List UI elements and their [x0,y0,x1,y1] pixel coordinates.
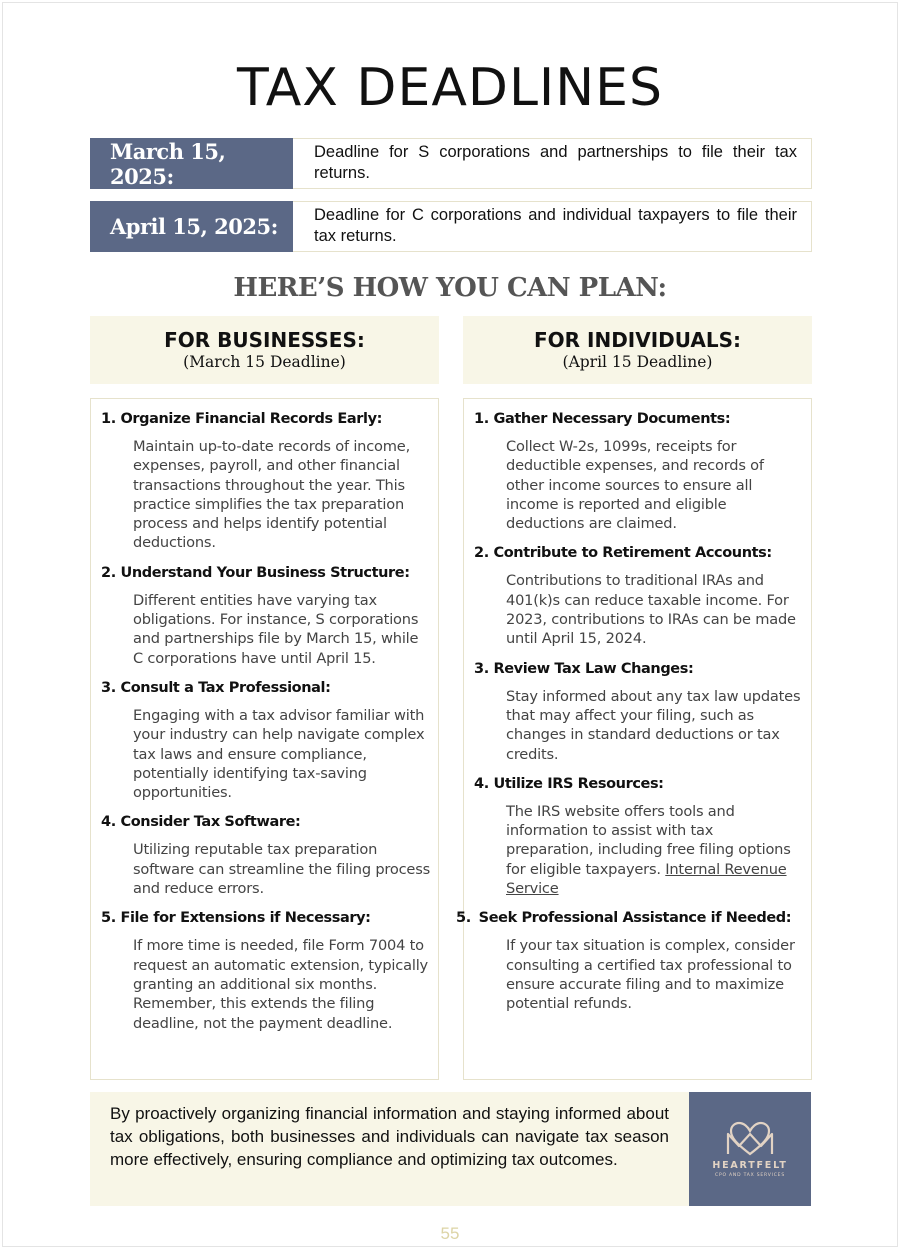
irs-link[interactable]: Internal Revenue Service [506,860,787,898]
businesses-title: FOR BUSINESSES: [164,328,365,352]
step-title: File for Extensions if Necessary: [120,910,371,927]
step-body: Contributions to traditional IRAs and 401(k)s can reduce taxable income. For 2023, contributions to IRAs can be made until April 15, 2024. [506,572,796,648]
deadline-row-april [90,201,812,252]
step-number: 4. [101,814,116,831]
step-title: Consider Tax Software: [120,814,301,831]
deadline-date: March 15, 2025: [90,138,293,189]
businesses-subtitle: (March 15 Deadline) [183,353,346,371]
businesses-header [90,316,439,384]
businesses-steps [90,398,439,1080]
heart-monogram-icon [725,1120,775,1158]
business-step [101,813,430,898]
business-step [101,410,430,553]
step-number: 3. [474,660,489,677]
business-step [101,909,430,1032]
step-body: If your tax situation is complex, consider consulting a certified tax professional to ensure accurate filing and to maximize potential refunds. [506,937,795,1013]
page-number: 55 [440,1224,460,1243]
step-title: Utilize IRS Resources: [493,775,664,792]
individual-step: 5. Seek Professional Assistance if Needed: If your tax situation is complex, consider consulting a certified tax professional to ensure accurate filing and to maximize potential refunds. [474,909,803,1013]
step-number: 2. [474,545,489,562]
logo-name: HEARTFELT [712,1160,788,1171]
step-body: Engaging with a tax advisor familiar with your industry can help navigate complex tax laws and ensure compliance, potentially identifying tax-saving opportunities. [133,706,425,802]
step-body: Maintain up-to-date records of income, expenses, payroll, and other financial transactions throughout the year. This practice simplifies the tax preparation process and helps identify potential deductions. [133,438,411,552]
deadline-description: Deadline for S corporations and partnerships to file their tax returns. [293,138,812,189]
step-body: Stay informed about any tax law updates that may affect your filing, such as changes in standard deductions or tax credits. [506,687,801,763]
deadline-description: Deadline for C corporations and individual taxpayers to file their tax returns. [293,201,812,252]
individuals-subtitle: (April 15 Deadline) [562,353,713,371]
step-number: 1. [101,411,116,427]
step-number: 5. [101,910,116,927]
business-step [101,679,430,802]
step-title: Consult a Tax Professional: [120,679,331,696]
step-body: The IRS website offers tools and information to assist with tax preparation, including free filing options for eligible taxpayers. [506,802,791,878]
individual-step [474,660,803,764]
step-body: If more time is needed, file Form 7004 to request an automatic extension, typically granting an additional six months. Remember, this extends the filing deadline, not the payment deadline. [133,937,428,1032]
deadline-row-march [90,138,812,189]
heartfelt-logo [689,1092,811,1206]
individuals-title: FOR INDIVIDUALS: [533,328,742,352]
deadline-date: April 15, 2025: [90,201,293,252]
step-title: Contribute to Retirement Accounts: [493,545,772,562]
step-number: 3. [101,679,116,696]
step-title: Gather Necessary Documents: [493,411,731,427]
step-title: Understand Your Business Structure: [120,564,410,581]
logo-tagline: CPO AND TAX SERVICES [715,1173,785,1178]
plan-heading: HERE’S HOW YOU CAN PLAN: [233,273,667,303]
business-step [101,564,430,668]
step-title: Seek Professional Assistance if Needed: [478,910,792,927]
individuals-header [463,316,812,384]
individual-step [474,544,803,648]
individual-step [474,775,803,898]
individuals-steps [456,398,812,1080]
step-body: Different entities have varying tax obligations. For instance, S corporations and partnerships file by March 15, while C corporations have until April 15. [133,591,419,667]
step-number: 1. [474,411,489,427]
step-number: 4. [474,775,489,792]
step-body: Utilizing reputable tax preparation software can streamline the filing process and reduce errors. [133,841,431,898]
page-title: TAX DEADLINES [236,58,664,118]
step-title: Organize Financial Records Early: [120,411,383,427]
step-title: Review Tax Law Changes: [493,660,694,677]
summary-text: By proactively organizing financial information and staying informed about tax obligations, both businesses and individuals can navigate tax season more effectively, ensuring compliance and optimizing tax outcomes. [90,1092,689,1206]
step-body: Collect W-2s, 1099s, receipts for deductible expenses, and records of other income sources to ensure all income is reported and eligible deductions are claimed. [506,438,764,533]
individual-step [474,410,803,533]
step-number: 2. [101,564,116,581]
